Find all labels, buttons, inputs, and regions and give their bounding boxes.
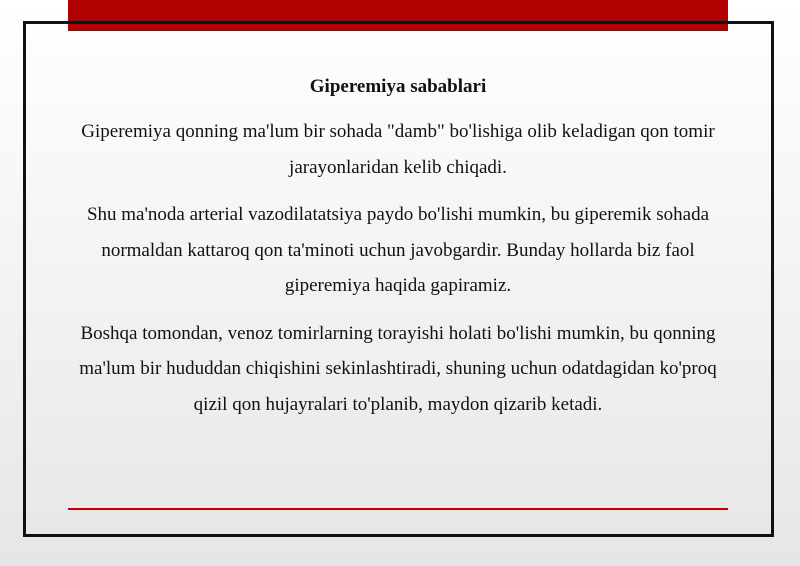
paragraph-2: Shu ma'noda arterial vazodilatatsiya paydo bo'lishi mumkin, bu giperemik sohada normaldan kattaroq qon ta'minoti uchun javobgardir. Bunday hollarda biz faol giperemiya haqida gapiramiz.: [86, 204, 710, 296]
paragraph-3: Boshqa tomondan, venoz tomirlarning torayishi holati bo'lishi mumkin, bu qonning ma'lum bir hududdan chiqishini sekinlashtiradi, shuning uchun odatdagidan ko'proq qizil qon hujayralari to'planib, maydon qizarib ketadi.: [79, 322, 717, 415]
bottom-accent-line: [68, 508, 728, 510]
page-title: Giperemiya sabablari: [309, 76, 487, 97]
paragraph-1: Giperemiya qonning ma'lum bir sohada "damb" bo'lishiga olib keladigan qon tomir jarayonlaridan kelib chiqadi.: [81, 121, 715, 178]
document-body: [68, 72, 728, 434]
